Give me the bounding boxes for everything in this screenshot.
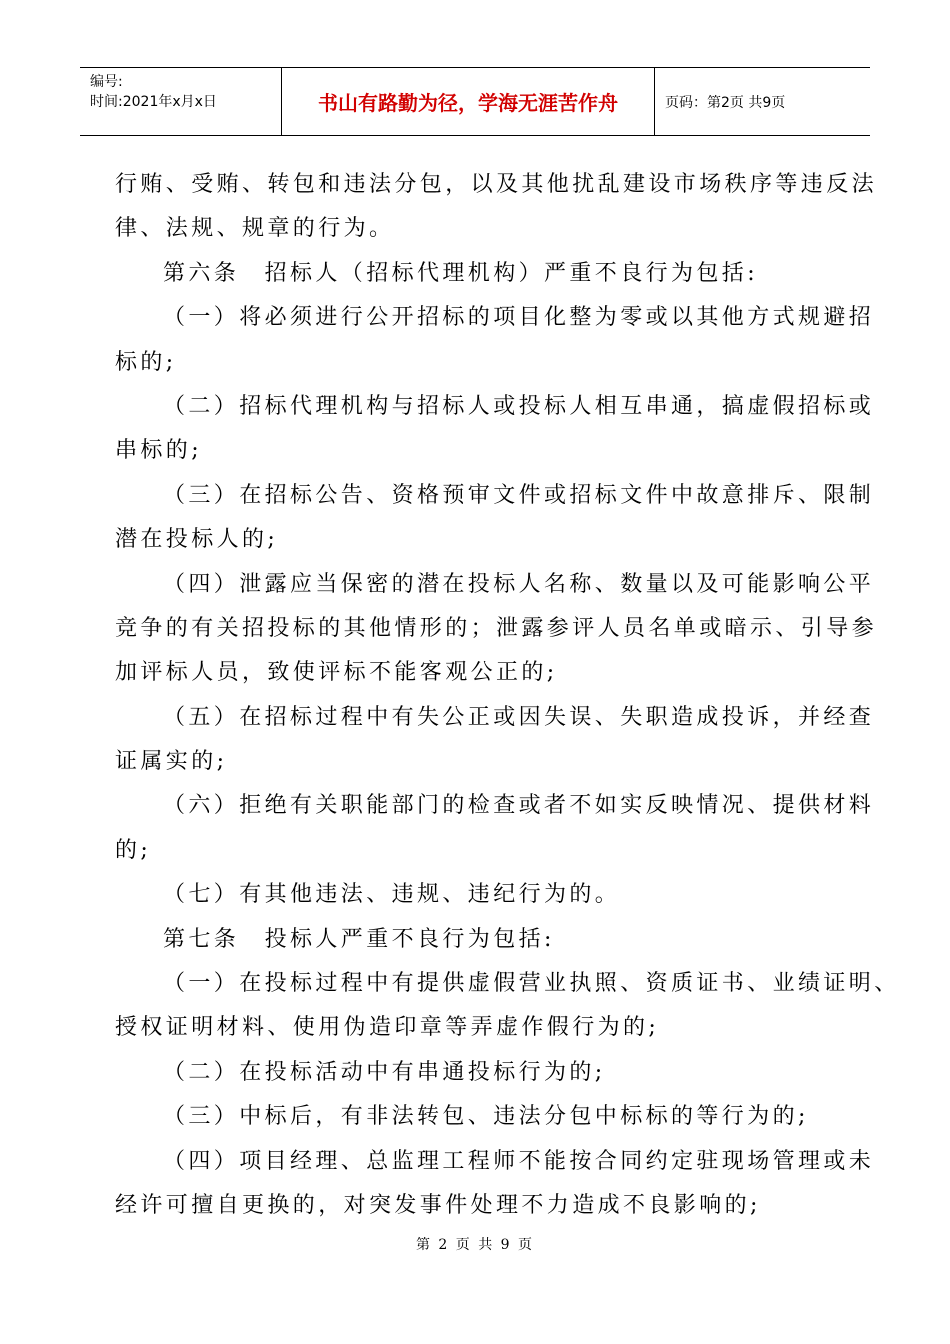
body-line: （六）拒绝有关职能部门的检查或者不如实反映情况、提供材料 xyxy=(163,793,875,819)
body-line: （四）泄露应当保密的潜在投标人名称、数量以及可能影响公平 xyxy=(163,571,875,597)
document-number-label: 编号: xyxy=(90,74,123,90)
header-page-label: 页码：第2页 共9页 xyxy=(665,94,786,111)
header-table xyxy=(80,67,870,136)
header-motto-cell xyxy=(282,68,655,135)
article-heading: 第六条 招标人（招标代理机构）严重不良行为包括: xyxy=(163,260,759,286)
body-line: 串标的; xyxy=(115,438,203,464)
body-line: 经许可擅自更换的，对突发事件处理不力造成不良影响的; xyxy=(115,1192,761,1218)
body-line: 潜在投标人的; xyxy=(115,527,279,553)
document-body xyxy=(115,163,900,1228)
body-line: 加评标人员，致使评标不能客观公正的; xyxy=(115,660,558,686)
body-line: 竞争的有关招投标的其他情形的；泄露参评人员名单或暗示、引导参 xyxy=(115,615,878,641)
body-line: 证属实的; xyxy=(115,749,228,775)
body-line: （一）将必须进行公开招标的项目化整为零或以其他方式规避招 xyxy=(163,305,875,331)
body-line: 标的; xyxy=(115,349,177,375)
page-footer: 第 2 页 共 9 页 xyxy=(415,1237,535,1253)
article-heading: 第七条 投标人严重不良行为包括: xyxy=(163,926,555,952)
body-line: （三）中标后，有非法转包、违法分包中标标的等行为的; xyxy=(163,1104,809,1130)
header-page-cell xyxy=(655,68,870,135)
body-line: （一）在投标过程中有提供虚假营业执照、资质证书、业绩证明、 xyxy=(163,971,900,997)
body-line: 授权证明材料、使用伪造印章等弄虚作假行为的; xyxy=(115,1015,660,1041)
body-line: （三）在招标公告、资格预审文件或招标文件中故意排斥、限制 xyxy=(163,482,875,508)
body-line: 的; xyxy=(115,837,152,863)
body-line: 行贿、受贿、转包和违法分包，以及其他扰乱建设市场秩序等违反法 xyxy=(115,172,878,197)
document-date-label: 时间:2021年x月x日 xyxy=(90,94,217,110)
body-line: （二）在投标活动中有串通投标行为的; xyxy=(163,1059,606,1085)
body-line: 律、法规、规章的行为。 xyxy=(115,216,395,242)
body-line: （七）有其他违法、违规、违纪行为的。 xyxy=(163,882,621,908)
body-line: （二）招标代理机构与招标人或投标人相互串通，搞虚假招标或 xyxy=(163,393,875,419)
header-motto: 书山有路勤为径，学海无涯苦作舟 xyxy=(318,91,618,115)
header-meta-cell xyxy=(80,68,282,135)
body-line: （五）在招标过程中有失公正或因失误、失职造成投诉，并经查 xyxy=(163,704,875,730)
body-line: （四）项目经理、总监理工程师不能按合同约定驻现场管理或未 xyxy=(163,1148,875,1174)
